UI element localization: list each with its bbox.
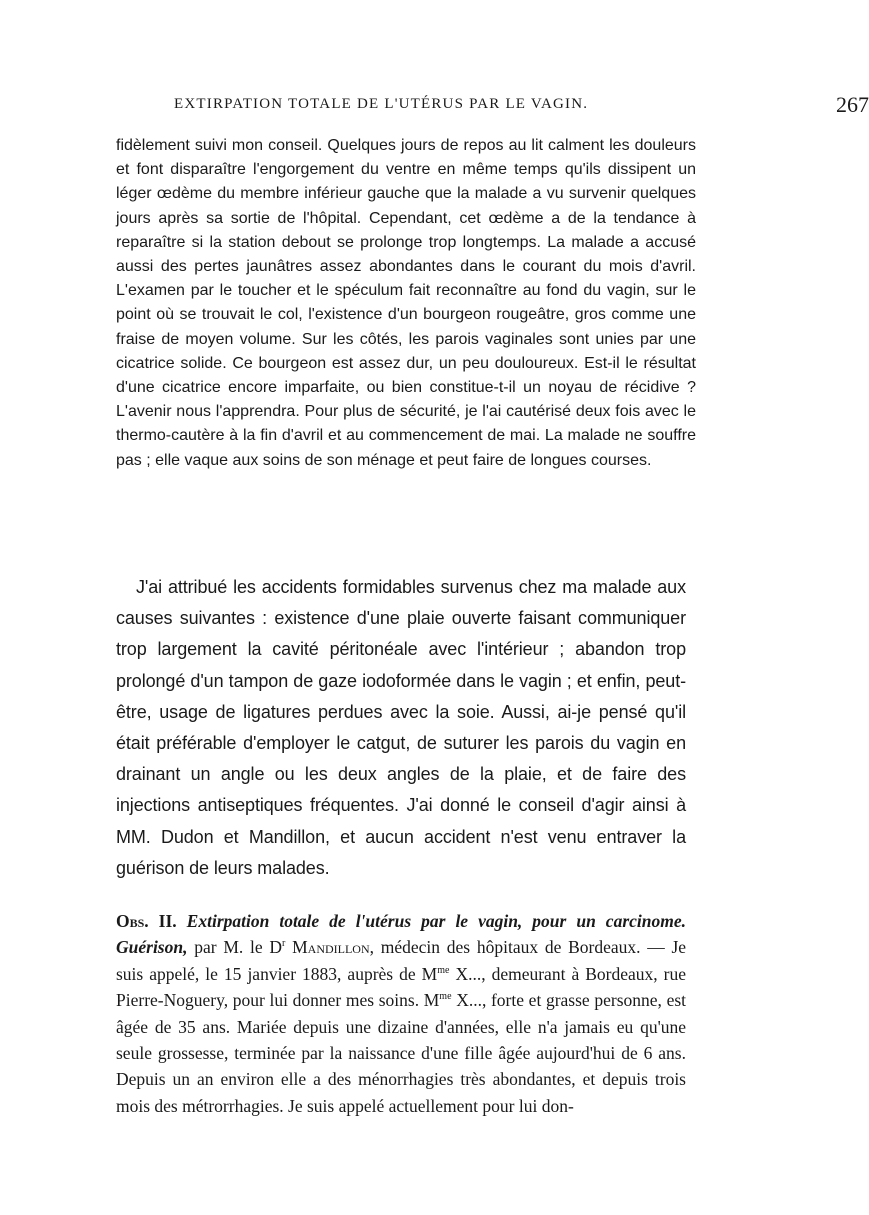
book-page — [116, 0, 869, 1215]
observation-title: Extirpation totale de l'utérus par le vagin, pour un carcinome. Guérison, — [116, 911, 686, 958]
paragraph-continued: fidèlement suivi mon conseil. Quelques jours de repos au lit calment les douleurs et font disparaître l'engorgement du ventre en même temps qu'ils dissipent un léger œdème du membre inférieur gauche que la malade a vu survenir quelques jours après sa sortie de l'hôpital. Cependant, cet œdème a de la tendance à reparaître si la station debout se prolonge trop longtemps. La malade a accusé aussi des pertes jaunâtres assez abondantes dans le courant du mois d'avril. L'examen par le toucher et le spéculum fait reconnaître au fond du vagin, sur le point où se trouvait le col, l'existence d'un bourgeon rougeâtre, gros comme une fraise de moyen volume. Sur les côtés, les parois vaginales sont unies par une cicatrice solide. Ce bourgeon est assez dur, un peu douloureux. Est-il le résultat d'une cicatrice encore imparfaite, ou bien constitue-t-il un noyau de récidive ? L'avenir nous l'apprendra. Pour plus de sécurité, je l'ai cautérisé deux fois avec le thermo-cautère à la fin d'avril et au commencement de mai. La malade ne souffre pas ; elle vaque aux soins de son ménage et peut faire de longues courses. — [116, 137, 696, 469]
observation-label: Obs. II. — [116, 911, 177, 931]
observation-text-1: médecin des hôpitaux de Bordeaux. — Je suis appelé, le 15 janvier 1883, auprès de M — [116, 937, 687, 984]
observation-by-sup: r — [282, 938, 286, 950]
observation-author: Mandillon, — [292, 937, 375, 958]
page-number: 267 — [836, 92, 869, 117]
observation-text-2: X..., demeurant à Bordeaux, rue Pierre-Noguery, pour lui donner mes soins. M — [116, 963, 686, 1011]
running-head — [174, 92, 869, 118]
paragraph-causes: J'ai attribué les accidents formidables survenus chez ma malade aux causes suivantes : existence d'une plaie ouverte faisant communiquer trop largement la cavité péritonéale avec l'intérieur ; abandon trop prolongé d'un tampon de gaze iodoformée dans le vagin ; et enfin, peut-être, usage de ligatures perdues avec la soie. Aussi, ai-je pensé qu'il était préférable d'employer le catgut, de suturer les parois du vagin en drainant un angle ou les deux angles de la plaie, et de faire des injections antiseptiques fréquentes. J'ai donné le conseil d'agir ainsi à MM. Dudon et Mandillon, et aucun accident n'est venu entraver la guérison de leurs malades. — [116, 577, 686, 878]
observation-paragraph — [116, 908, 686, 1119]
observation-text-2-sup: me — [439, 991, 452, 1003]
running-title: EXTIRPATION TOTALE DE L'UTÉRUS PAR LE VAGIN. — [174, 96, 589, 112]
observation-text-3: X..., forte et grasse personne, est âgée de 35 ans. Mariée depuis une dizaine d'années, elle n'a jamais eu qu'une seule grossesse, terminée par la naissance d'une fille âgée aujourd'hui de 6 ans. Depuis un an environ elle a des ménorrhagies très abondantes, et depuis trois mois des métrorrhagies. Je suis appelé actuellement pour lui don- — [116, 990, 687, 1116]
observation-text-1-sup: me — [437, 964, 450, 976]
observation-by: par M. le D — [194, 937, 282, 958]
